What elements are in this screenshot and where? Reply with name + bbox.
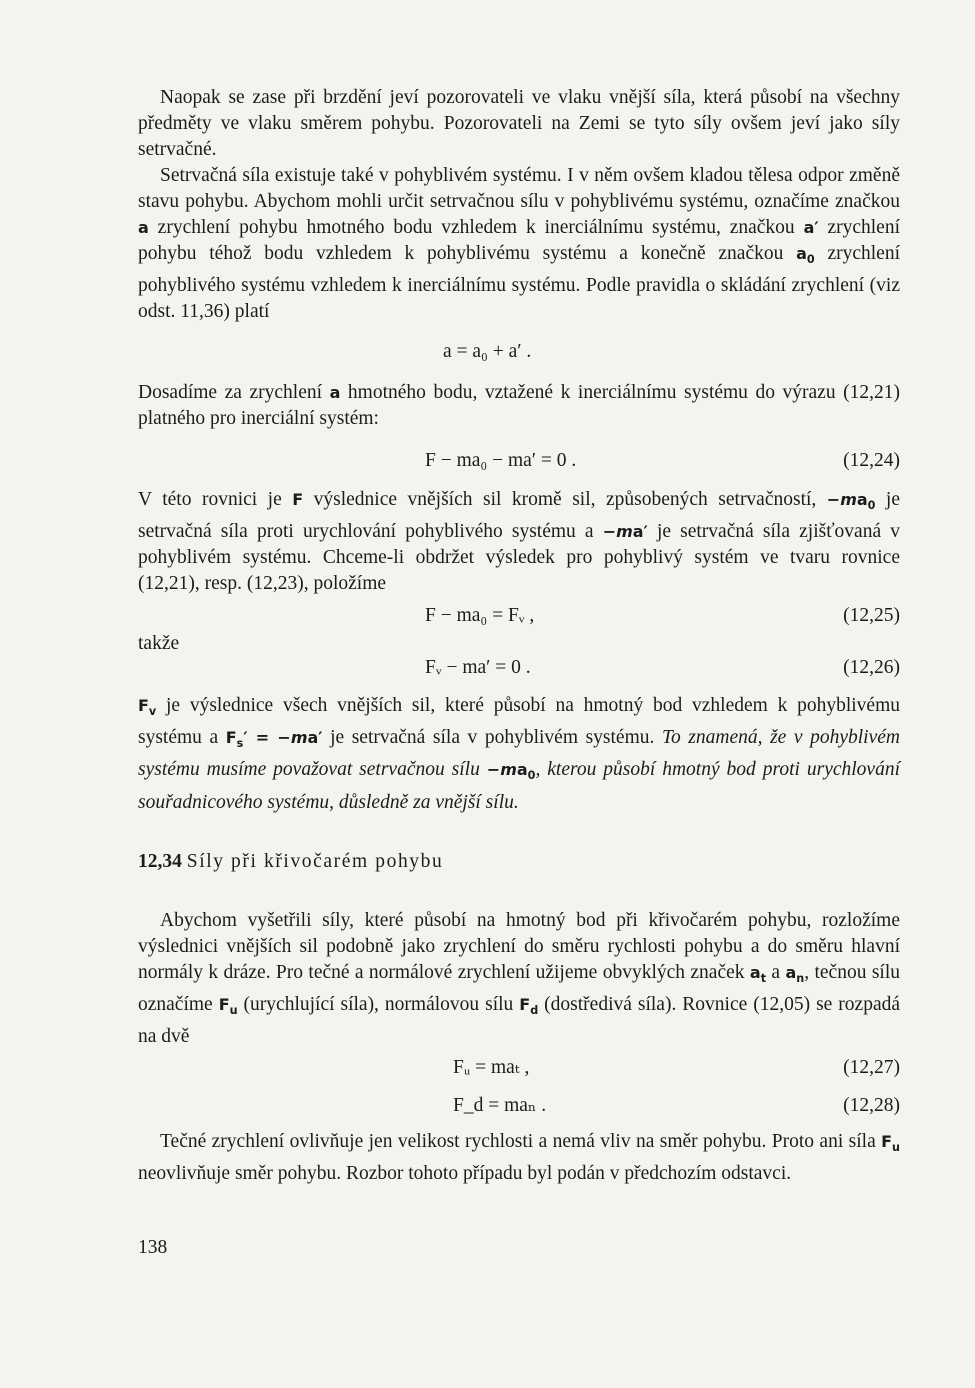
section-title: Síly při křivočarém pohybu	[186, 851, 444, 872]
p7-text-2: neovlivňuje směr pohybu. Rozbor tohoto případu byl podán v předchozím odstavci.	[138, 1163, 792, 1185]
symbol-Fu: $F_u$	[218, 995, 238, 1018]
equation-12-25-number: (12,25)	[843, 605, 900, 626]
equation-12-24-number: (12,24)	[843, 450, 900, 471]
p3-text-2: hmotného bodu, vztažené k inerciálnímu systému do výrazu (12,21) platného pro inerciální systém:	[138, 382, 900, 429]
equation-12-26-formula: Fᵥ − ma′ = 0 .	[425, 657, 531, 678]
text-block-6	[138, 1129, 900, 1187]
equation-12-27	[138, 1055, 900, 1085]
p5-text-3-italic: To znamená, že v pohyblivém systému musíme považovat setrvačnou sílu	[138, 727, 900, 781]
equation-12-28-number: (12,28)	[843, 1095, 900, 1116]
equations-27-28	[138, 1055, 900, 1125]
equation-12-27-formula: Fᵤ = maₜ ,	[453, 1057, 530, 1078]
p4-text-1: V této rovnici je	[138, 489, 293, 510]
p6-text-2: a	[766, 962, 786, 983]
symbol-a0: $a_0$	[796, 244, 815, 267]
equation-a-row	[138, 339, 900, 369]
symbol-minus-ma0: $-ma_0$	[826, 490, 876, 513]
paragraph-1-text: Naopak se zase při brzdění jeví pozorovateli ve vlaku vnější síla, která působí na všechny předměty ve vlaku směrem pohybu. Pozorovateli na Zemi se tyto síly ovšem jeví jako síly setrvačné.	[138, 87, 900, 160]
p3-text-1: Dosadíme za zrychlení	[138, 382, 330, 403]
paragraph-2	[138, 163, 900, 325]
text-block-5	[138, 908, 900, 1050]
symbol-a: a	[138, 218, 149, 237]
equation-12-27-number: (12,27)	[843, 1057, 900, 1078]
equation-a-formula: a = a₀ + a′ .	[443, 341, 532, 362]
symbol-an: $a_n$	[785, 963, 805, 986]
p5-text-2: je setrvačná síla v pohyblivém systému.	[322, 727, 662, 749]
p5-text-4-italic: , kterou působí hmotný bod proti urychlování souřadnicového systému, důsledně za vnější sílu.	[138, 759, 900, 813]
p2-text-2: zrychlení pohybu hmotného bodu vzhledem k inerciálnímu systému, značkou	[148, 217, 804, 238]
symbol-F: F	[292, 490, 304, 509]
equation-12-26	[138, 655, 900, 685]
section-number: 12,34	[138, 851, 182, 872]
paragraph-7	[138, 1129, 900, 1187]
paragraph-1	[138, 85, 900, 163]
text-block-top	[138, 85, 900, 325]
equation-12-24-formula: F − ma₀ − ma′ = 0 .	[425, 450, 577, 471]
symbol-a-prime: a′	[803, 218, 819, 237]
p2-text-3: zrychlení pohybu téhož bodu vzhledem k pohyblivému systému a konečně značkou	[138, 217, 901, 264]
equation-12-25-formula: F − ma₀ = Fᵥ ,	[425, 605, 535, 626]
p2-text-4: zrychlení pohyblivého systému vzhledem k inerciálnímu systému. Podle pravidla o skládání zrychlení (viz odst. 11,36) platí	[138, 243, 900, 323]
p4-text-4: je setrvačná síla zjišťovaná v pohyblivém systému. Chceme-li obdržet výsledek pro pohyblivý systém ve tvaru rovnice (12,21), resp. (12,23), položíme	[138, 521, 900, 595]
text-block-2	[138, 380, 900, 432]
p4-text-3: je setrvačná síla proti urychlování pohyblivého systému a	[138, 489, 900, 543]
paragraph-4	[138, 487, 900, 597]
symbol-Fu: $F_u$	[881, 1132, 900, 1155]
symbol-minus-ma-prime: −ma′	[602, 522, 648, 542]
text-block-3	[138, 487, 900, 597]
section-heading	[138, 851, 443, 873]
equation-12-24	[138, 448, 900, 478]
p5-text-1: je výslednice všech vnějších sil, které působí na hmotný bod vzhledem k pohyblivému systému a	[138, 695, 900, 749]
symbol-Fs-equals-minus-ma-prime: $F_s' = -ma'$	[225, 728, 323, 751]
equation-12-25	[138, 603, 900, 633]
symbol-at: $a_t$	[749, 963, 767, 986]
equation-12-28-formula: F_d = maₙ .	[453, 1095, 547, 1116]
p6-text-3: , tečnou sílu označíme	[138, 962, 901, 1016]
equation-12-26-number: (12,26)	[843, 657, 900, 678]
symbol-a: a	[329, 383, 341, 402]
p6-text-5: (dostředivá síla). Rovnice (12,05) se rozpadá na dvě	[138, 994, 900, 1048]
equation-12-28	[138, 1093, 900, 1123]
equation-12-24-row	[138, 448, 900, 478]
p7-text-1: Tečné zrychlení ovlivňuje jen velikost rychlosti a nemá vliv na směr pohybu. Proto ani síla	[160, 1131, 882, 1152]
word-takze: takže	[138, 633, 180, 654]
equation-a	[138, 339, 900, 369]
symbol-Fv: $F_v$	[138, 696, 157, 719]
p2-text-1: Setrvačná síla existuje také v pohyblivém systému. I v něm ovšem kladou tělesa odpor změně stavu pohybu. Abychom mohli určit setrvačnou sílu v pohyblivému systému, označíme značkou	[138, 165, 900, 212]
p6-text-1: Abychom vyšetřili síly, které působí na hmotný bod při křivočarém pohybu, rozložíme výslednici vnějších sil podobně jako zrychlení do směru rychlosti pohybu a do směru hlavní normály k dráze. Pro tečné a normálové zrychlení užijeme obvyklých značek	[138, 910, 900, 983]
page-number: 138	[138, 1237, 168, 1258]
paragraph-6	[138, 908, 900, 1050]
symbol-minus-ma0: $-ma_0$	[486, 760, 536, 783]
p6-text-4: (urychlující síla), normálovou sílu	[237, 994, 520, 1016]
paragraph-3	[138, 380, 900, 432]
symbol-Fd: $F_d$	[519, 995, 539, 1018]
p4-text-2: výslednice vnějších sil kromě sil, způsobených setrvačností,	[303, 489, 827, 510]
text-block-4	[138, 693, 900, 816]
equations-25-26	[138, 603, 900, 687]
paragraph-5	[138, 693, 900, 816]
